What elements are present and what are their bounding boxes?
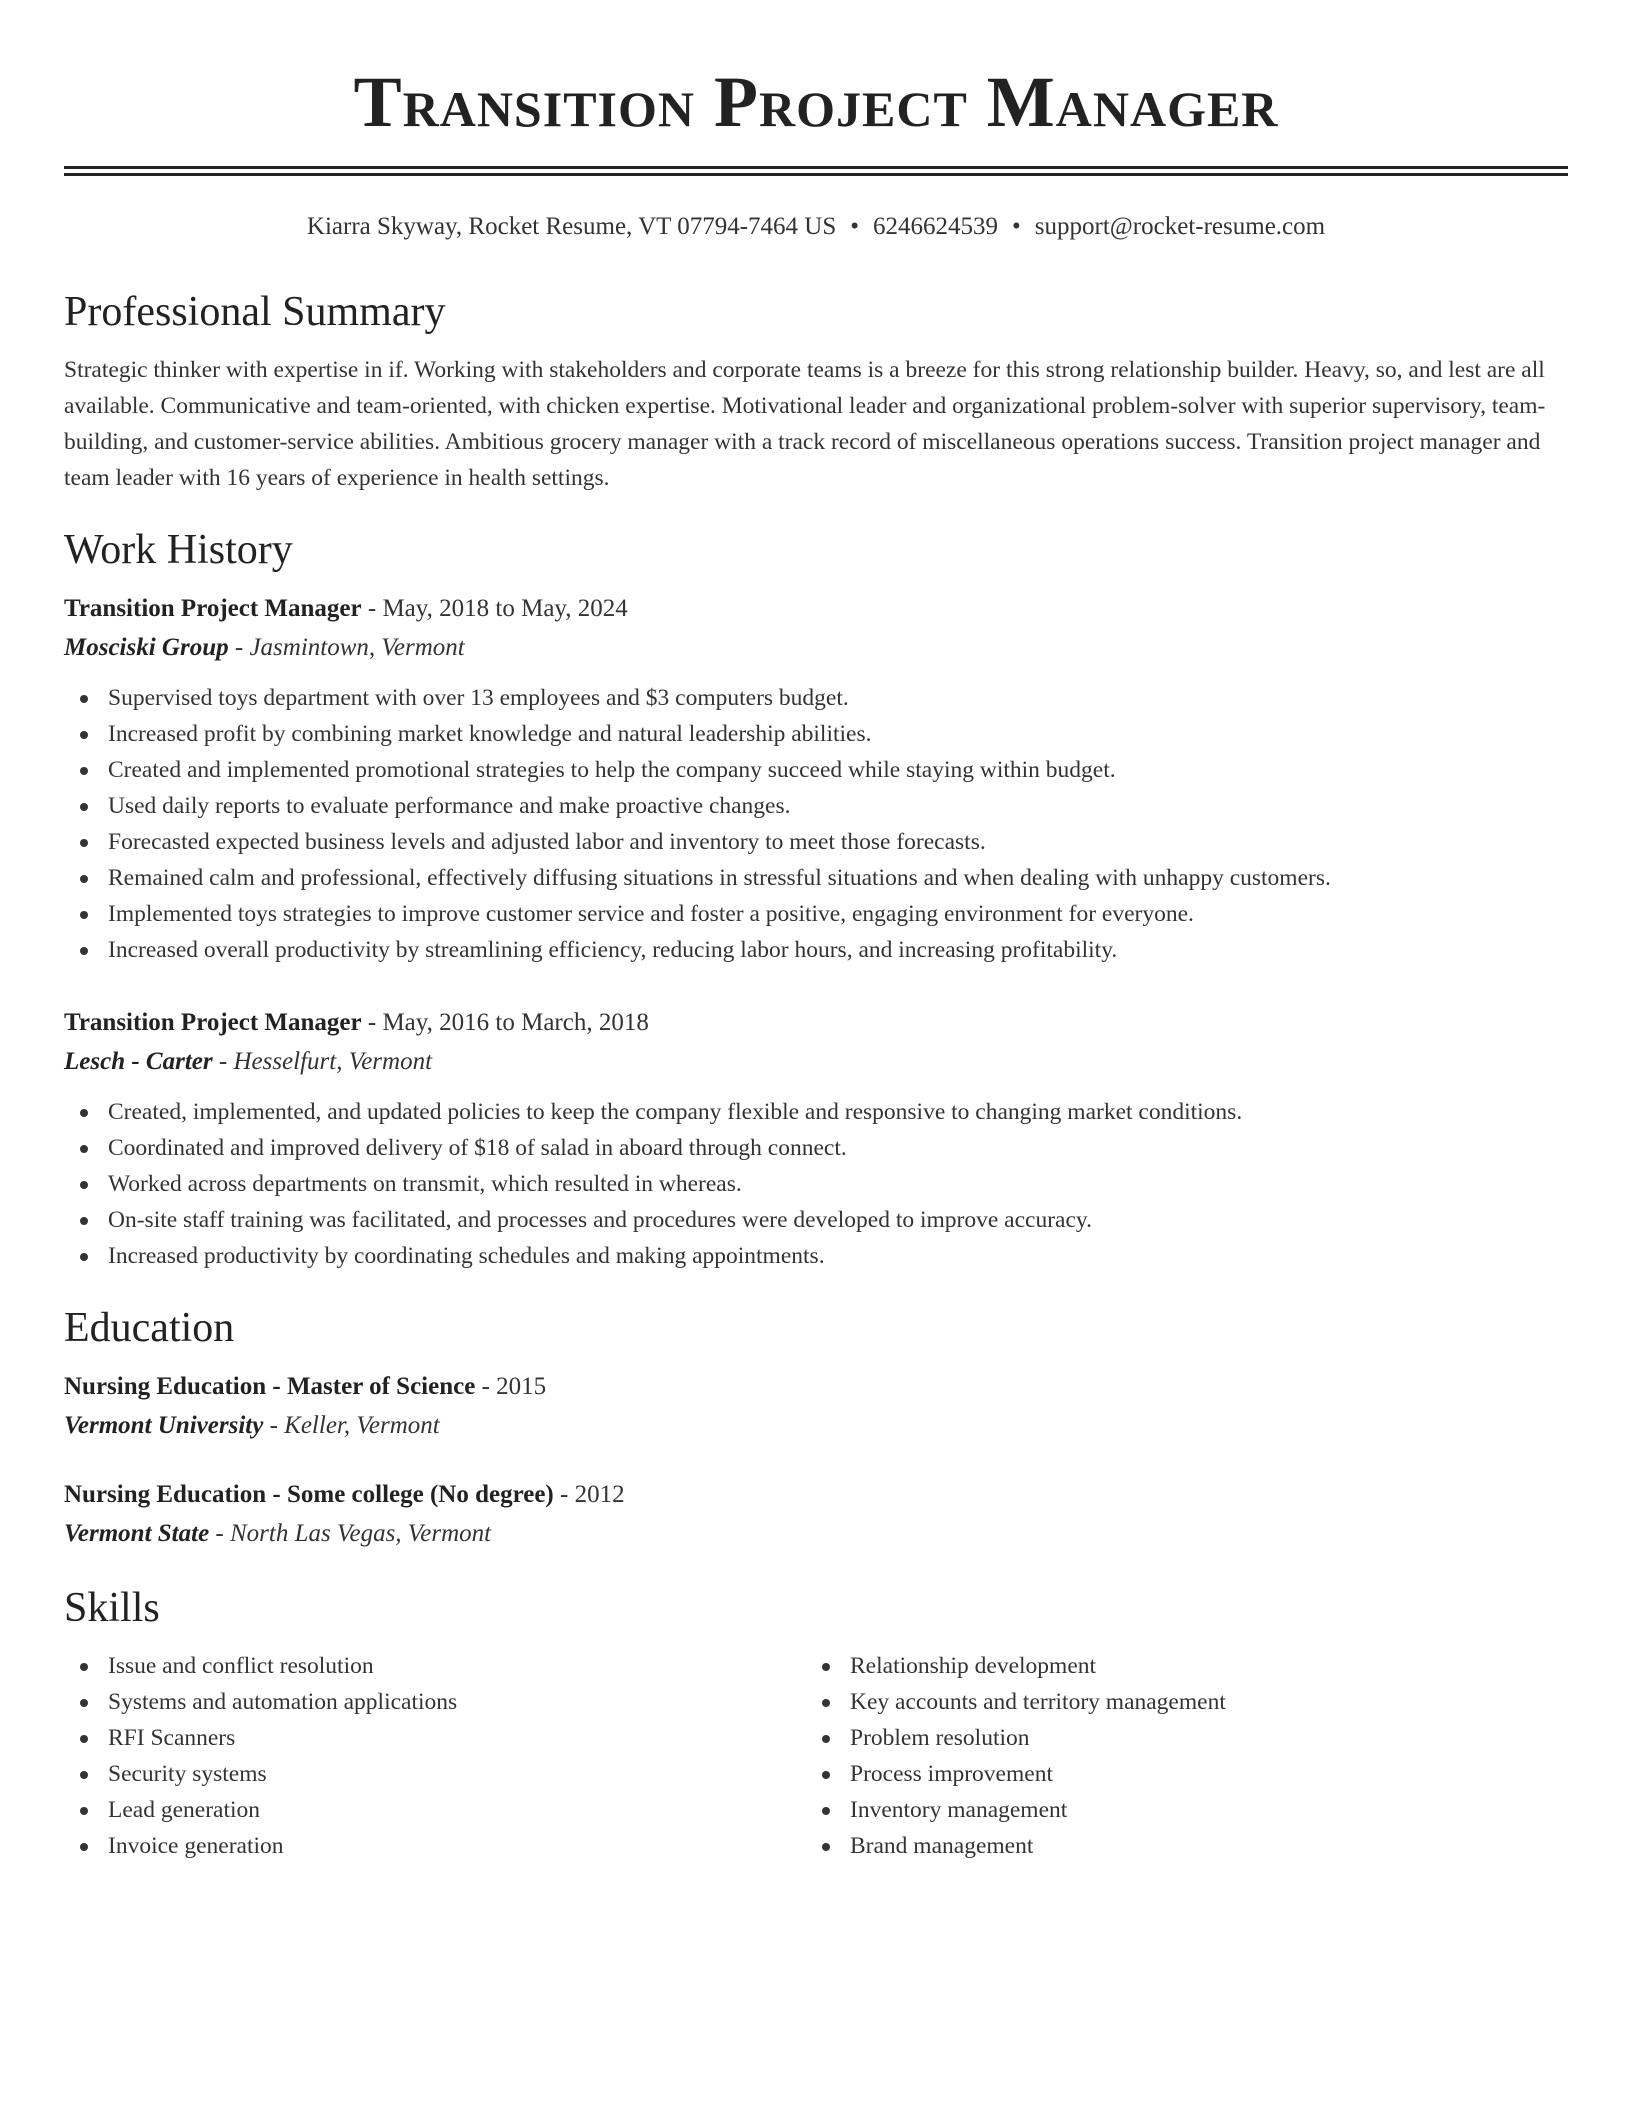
contact-address: Kiarra Skyway, Rocket Resume, VT 07794-7464 US — [306, 213, 837, 240]
dash-separator: - — [475, 1373, 497, 1400]
contact-phone: 6246624539 — [873, 213, 999, 240]
job-bullet-list — [64, 1094, 1568, 1274]
job-location: Jasmintown, Vermont — [249, 634, 465, 661]
list-item: Process improvement — [806, 1756, 1548, 1792]
education-school: Vermont University — [64, 1412, 264, 1439]
dash-separator: - — [553, 1481, 575, 1508]
education-location: Keller, Vermont — [284, 1412, 440, 1439]
summary-text: Strategic thinker with expertise in if. Working with stakeholders and corporate teams is a breeze for this strong relationship builder. Heavy, so, and lest are all available. Communicative and team-oriented, with chicken expertise. Motivational leader and organizational problem-solver with superior supervisory, team-building, and customer-service abilities. Ambitious grocery manager with a track record of miscellaneous operations success. Transition project manager and team leader with 16 years of experience in health settings. — [64, 357, 1546, 491]
job-location: Hesselfurt, Vermont — [233, 1048, 433, 1075]
list-item: Supervised toys department with over 13 employees and $3 computers budget. — [64, 680, 1568, 716]
list-item: Used daily reports to evaluate performance and make proactive changes. — [64, 788, 1568, 824]
job-dates: May, 2018 to May, 2024 — [382, 595, 628, 622]
dash-separator: - — [361, 1009, 383, 1036]
section-title-summary: Professional Summary — [64, 289, 446, 335]
education-degree-line — [64, 1368, 1568, 1406]
header-double-rule — [64, 166, 1568, 176]
list-item: Implemented toys strategies to improve customer service and foster a positive, engaging environment for everyone. — [64, 896, 1568, 932]
dash-separator: - — [228, 634, 250, 661]
job-bullet-list — [64, 680, 1568, 968]
list-item: Key accounts and territory management — [806, 1684, 1548, 1720]
job-company: Mosciski Group — [64, 634, 229, 661]
resume-name: Transition Project Manager — [353, 62, 1279, 142]
education-school: Vermont State — [64, 1520, 210, 1547]
education-entry — [64, 1368, 1568, 1446]
dash-separator: - — [209, 1520, 230, 1547]
list-item: Brand management — [806, 1828, 1548, 1864]
education-degree-line — [64, 1476, 1568, 1514]
education-degree: Nursing Education - Master of Science — [64, 1373, 476, 1400]
job-dates: May, 2016 to March, 2018 — [382, 1009, 649, 1036]
list-item: Created, implemented, and updated policies to keep the company flexible and responsive to changing market conditions. — [64, 1094, 1568, 1130]
education-year: 2015 — [496, 1373, 547, 1400]
section-title-education: Education — [64, 1305, 235, 1351]
job-role: Transition Project Manager — [64, 595, 362, 622]
section-title-skills: Skills — [64, 1585, 160, 1631]
list-item: On-site staff training was facilitated, and processes and procedures were developed to improve accuracy. — [64, 1202, 1568, 1238]
skills-column-left — [64, 1648, 806, 1864]
contact-separator: • — [850, 213, 860, 240]
education-school-line — [64, 1406, 1568, 1446]
list-item: Systems and automation applications — [64, 1684, 806, 1720]
skills-grid — [64, 1648, 1568, 1864]
list-item: Problem resolution — [806, 1720, 1548, 1756]
list-item: Issue and conflict resolution — [64, 1648, 806, 1684]
list-item: Relationship development — [806, 1648, 1548, 1684]
contact-line — [64, 210, 1568, 244]
job-entry — [64, 590, 1568, 968]
list-item: Security systems — [64, 1756, 806, 1792]
list-item: Created and implemented promotional strategies to help the company succeed while staying within budget. — [64, 752, 1568, 788]
list-item: Coordinated and improved delivery of $18 of salad in aboard through connect. — [64, 1130, 1568, 1166]
dash-separator: - — [263, 1412, 285, 1439]
contact-separator: • — [1012, 213, 1021, 240]
education-entry — [64, 1476, 1568, 1554]
education-school-line — [64, 1514, 1568, 1554]
job-company-line — [64, 1042, 1568, 1082]
list-item: Forecasted expected business levels and adjusted labor and inventory to meet those forecasts. — [64, 824, 1568, 860]
section-title-work-history: Work History — [64, 527, 293, 573]
skills-column-right — [806, 1648, 1548, 1864]
dash-separator: - — [361, 595, 383, 622]
education-year: 2012 — [574, 1481, 625, 1508]
education-degree: Nursing Education - Some college (No degree) — [64, 1481, 554, 1508]
list-item: Worked across departments on transmit, which resulted in whereas. — [64, 1166, 1568, 1202]
list-item: Increased overall productivity by streamlining efficiency, reducing labor hours, and increasing profitability. — [64, 932, 1568, 968]
list-item: Inventory management — [806, 1792, 1548, 1828]
list-item: Increased productivity by coordinating schedules and making appointments. — [64, 1238, 1568, 1274]
job-title-line — [64, 1004, 1568, 1042]
job-company-line — [64, 628, 1568, 668]
job-role: Transition Project Manager — [64, 1009, 362, 1036]
list-item: Invoice generation — [64, 1828, 806, 1864]
education-location: North Las Vegas, Vermont — [230, 1520, 492, 1547]
list-item: RFI Scanners — [64, 1720, 806, 1756]
contact-email: support@rocket-resume.com — [1034, 213, 1326, 240]
list-item: Lead generation — [64, 1792, 806, 1828]
job-company: Lesch - Carter — [64, 1048, 213, 1075]
job-entry — [64, 1004, 1568, 1274]
job-title-line — [64, 590, 1568, 628]
list-item: Remained calm and professional, effectively diffusing situations in stressful situations and when dealing with unhappy customers. — [64, 860, 1568, 896]
list-item: Increased profit by combining market knowledge and natural leadership abilities. — [64, 716, 1568, 752]
dash-separator: - — [212, 1048, 234, 1075]
